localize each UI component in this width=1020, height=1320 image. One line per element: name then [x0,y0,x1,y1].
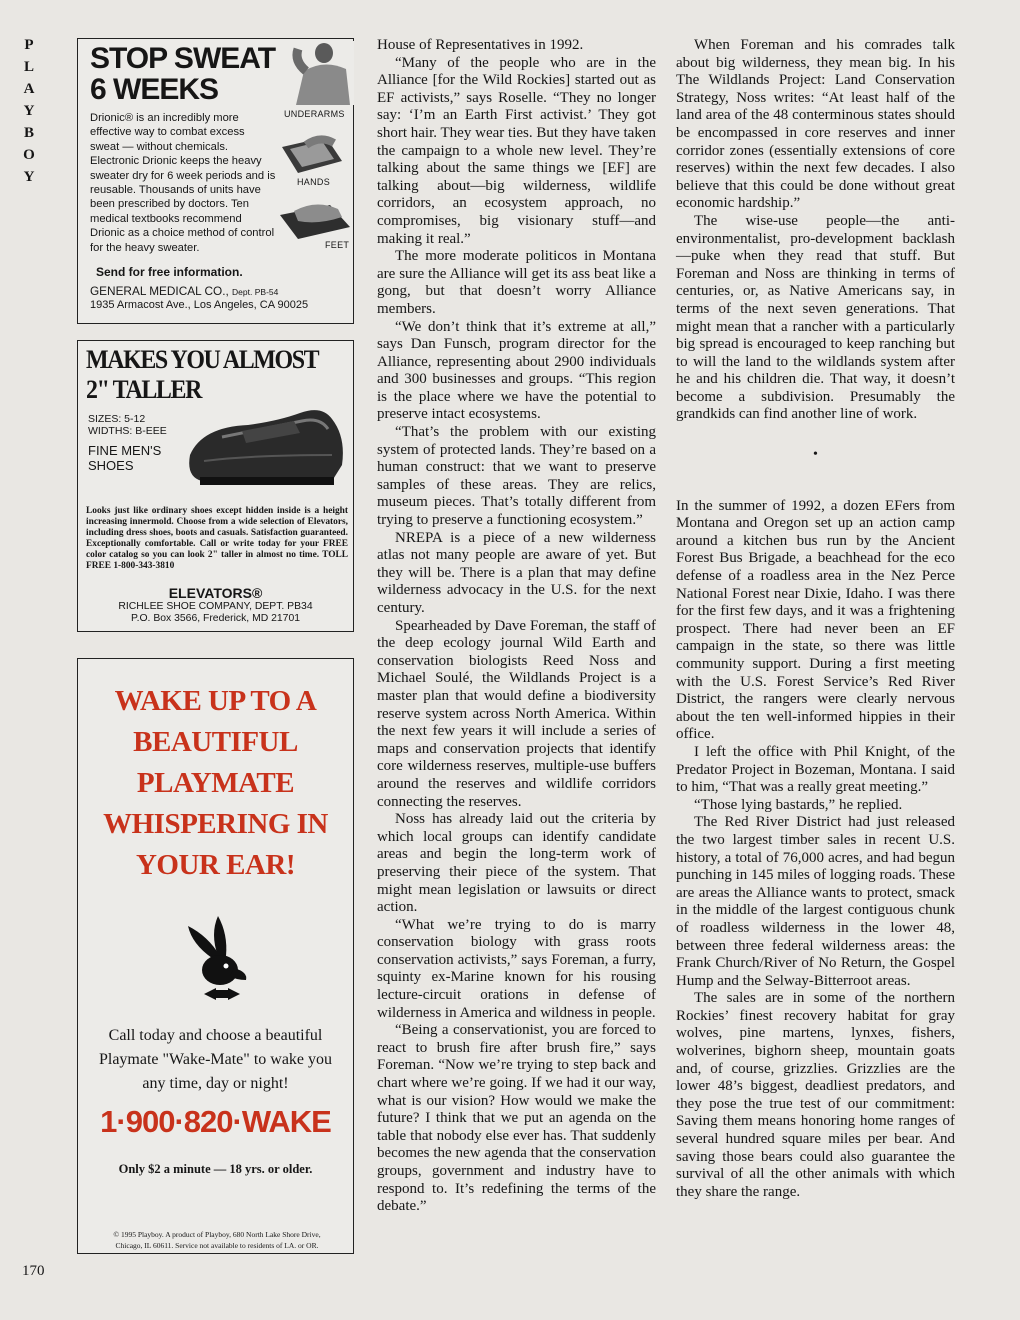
paragraph: The Red River District had just released the two largest timber sales in recent U.S. history, a total of 76,000 acres, and had begun punching in 145 miles of logging roads. These are areas the Alliance wants to protect, smack in the middle of the largest contiguous chunk of roadless wilderness in the lower 48, between three federal wilderness areas: the Frank Church/River of No Return, the Gospel Hump and the Selway-Bitterroot areas. [676,814,955,989]
ad-company-address: RICHLEE SHOE COMPANY, DEPT. PB34 P.O. Box 3566, Frederick, MD 21701 [118,601,313,624]
feet-photo [276,191,354,243]
paragraph: When Foreman and his comrades talk about big wilderness, they mean big. In his The Wildlands Project: Land Conservation Strategy, Noss writes: “At least half of the land area of the 48 conterminous states should be encompassed in core reserves and inner corridor zones (essentially extensions of core reserves) within the next few decades. I also believe that this could be done without great economic hardship.” [676,37,955,212]
paragraph: “What we’re trying to do is marry conservation biology with grass roots conservation activists,” says Foreman, a furry, squinty ex-Marine known for his rousing lecture-circuit orations in defense of wilderness in America and wildness in people. [377,916,656,1021]
paragraph: Spearheaded by Dave Foreman, the staff of the deep ecology journal Wild Earth and conservation biologists Reed Noss and Michael Soulé, the Wildlands Project is a master plan that would define a biodiversity reserve system across North America. Within the next few years it will include a series of maps and conservation projects that identify core wilderness reserves, multiple-use buffers around the reserves and wildlife corridors connecting the reserves. [377,617,656,810]
rabbit-head-logo-icon [182,914,252,1006]
ad-stop-sweat [77,38,354,324]
paragraph: NREPA is a piece of a new wilderness atlas not many people are aware of yet. But they will be. There is a plan that may define wilderness advocacy in the U.S. for the next century. [377,529,656,616]
paragraph: “We don’t think that it’s extreme at all,” says Dan Funsch, program director for the Alliance, representing about 2900 individuals and 300 businesses and groups. “This region is the place where we have the potential to preserve intact ecosystems. [377,318,656,423]
ad-body: Drionic® is an incredibly more effective way to combat excess sweat — without chemicals. Electronic Drionic keeps the heavy sweater dry for 6 week periods and is reusable. Thousands of units have been prescribed by doctors. Ten medical textbooks recommend Drionic as a choice method of control for the heavy sweater. [90,112,276,254]
article-column-1 [377,37,656,1216]
paragraph: “Being a conservationist, you are forced to react to brush fire after brush fire,” says Foreman. “Now we’re trying to step back and chart where we’re going. If we had it our way, what is our vision? How would we make the future? I think that we put an agenda on the table that nobody else ever has. That suddenly becomes the new agenda that the conservation groups, government and industry have to respond to. It’s redefining the terms of the debate.” [377,1022,656,1215]
ad-phone-number: 1·900·820·WAKE [100,1104,331,1139]
ad-send-info: Send for free information. [96,265,243,279]
hands-photo [276,127,352,177]
paragraph: House of Representatives in 1992. [377,37,584,53]
ad-elevator-shoes [77,340,354,632]
label-underarms: UNDERARMS [284,109,345,119]
page-number: 170 [22,1263,45,1279]
label-feet: FEET [325,240,350,250]
paragraph: The sales are in some of the northern Rockies’ finest recovery habitat for gray wolves, pine martens, lynxes, fishers, wolverines, bighorn sheep, mountain goats and, of course, grizzlies. Grizzlies are the lower 48’s biggest, deadliest predators, and they pose the true test of our commitment: Saving them means honoring home ranges of several hundred square miles per bear. And saving those bears could also guarantee the survival of all the other animals with which they share the range. [676,990,955,1200]
ad-call-text: Call today and choose a beautiful Playmate "Wake-Mate" to wake you any time, day or night! [98,1027,333,1092]
paragraph: “That’s the problem with our existing system of protected lands. They’re based on a human construct: that we want to preserve samples of these areas. They are relics, museum pieces. That’s totally different from trying to preserve a functioning ecosystem.” [377,424,656,529]
paragraph: “Many of the people who are in the Alliance [for the Wild Rockies] started out as EF activists,” says Roselle. “They no longer say: ‘I’m an Earth First activist.’ They got short hair. They wear ties. But they have taken the campaign to a whole new level. They’re talking about the same things we [EF] are talking about—big wilderness, wildlife corridors, an ecosystem approach, no compromises, big visionary stuff—and making it real.” [377,54,656,247]
ad-price: Only $2 a minute — 18 yrs. or older. [118,1162,313,1176]
ad-brand: ELEVATORS® [168,585,263,601]
ad-title: STOP SWEAT 6 WEEKS [90,42,276,106]
ad-address: 1935 Armacost Ave., Los Angeles, CA 90025 [90,299,309,311]
shoe-illustration [182,385,350,495]
paragraph: Noss has already laid out the criteria by which local groups can identify candidate areas and begin the long-term work of preserving their piece of the system. That might mean legislation or lawsuits or direct action. [377,811,656,916]
ad-company: GENERAL MEDICAL CO., Dept. PB-54 [90,284,279,298]
paragraph: In the summer of 1992, a dozen EFers from Montana and Oregon set up an action camp around a kitchen bus run by the Ancient Forest Bus Brigade, a beachhead for the eco defense of a roadless area in the Nez Perce National Forest near Dixie, Idaho. I was there for the first few days, and it was a frightening prospect. There had never been an EF campaign in the state, so there was little community support. During a first meeting with the U.S. Forest Service’s Red River District, the rangers were clearly nervous about the ten well-informed hippies in their office. [676,497,955,743]
ad-playmate-wake [77,658,354,1254]
ad-title: MAKES YOU ALMOST 2" TALLER [86,345,319,404]
ad-legal: © 1995 Playboy. A product of Playboy, 680 North Lake Shore Drive, Chicago, IL 60611. Service not available to residents of LA. or OR. [113,1230,321,1250]
section-break-bullet: • [813,447,818,463]
ad-text: Looks just like ordinary shoes except hidden inside is a height increasing innermold. Choose from a wide selection of Elevators, including dress shoes, boots and casuals. Satisfaction guaranteed. Exceptionally comfortable. Call or write today for your FREE color catalog so you can look 2" taller in almost no time. TOLL FREE 1-800-343-3810 [86,506,348,571]
paragraph: The wise-use people—the anti-environmentalist, pro-development backlash—puke when they read that stuff. But Foreman and Noss are thinking in terms of centuries, or, as Native Americans say, in terms of the next seven generations. That might mean that a rancher with a particularly big spread is encouraged to keep ranching but to will the land to the wildlands system after he and his children die. That way, it doesn’t become a subdivision. Presumably the grandkids can find another line of work. [676,212,955,423]
ad-headline: WAKE UP TO A BEAUTIFUL PLAYMATE WHISPERING IN YOUR EAR! [103,685,328,881]
label-hands: HANDS [297,177,331,187]
paragraph: “Those lying bastards,” he replied. [694,796,903,813]
underarm-photo [284,41,354,105]
ad-fine-shoes: FINE MEN'S SHOES [88,443,162,473]
paragraph: I left the office with Phil Knight, of the Predator Project in Bozeman, Montana. I said to him, “That was a really great meeting.” [676,743,955,796]
paragraph: The more moderate politicos in Montana are sure the Alliance will get its ass beat like a gong, but that doesn’t worry Alliance members. [377,248,656,317]
article-column-2 [676,37,955,1201]
ad-sizes: SIZES: 5-12 WIDTHS: B-EEE [88,413,167,437]
magazine-name-vertical: P L A Y B O Y [23,37,35,185]
